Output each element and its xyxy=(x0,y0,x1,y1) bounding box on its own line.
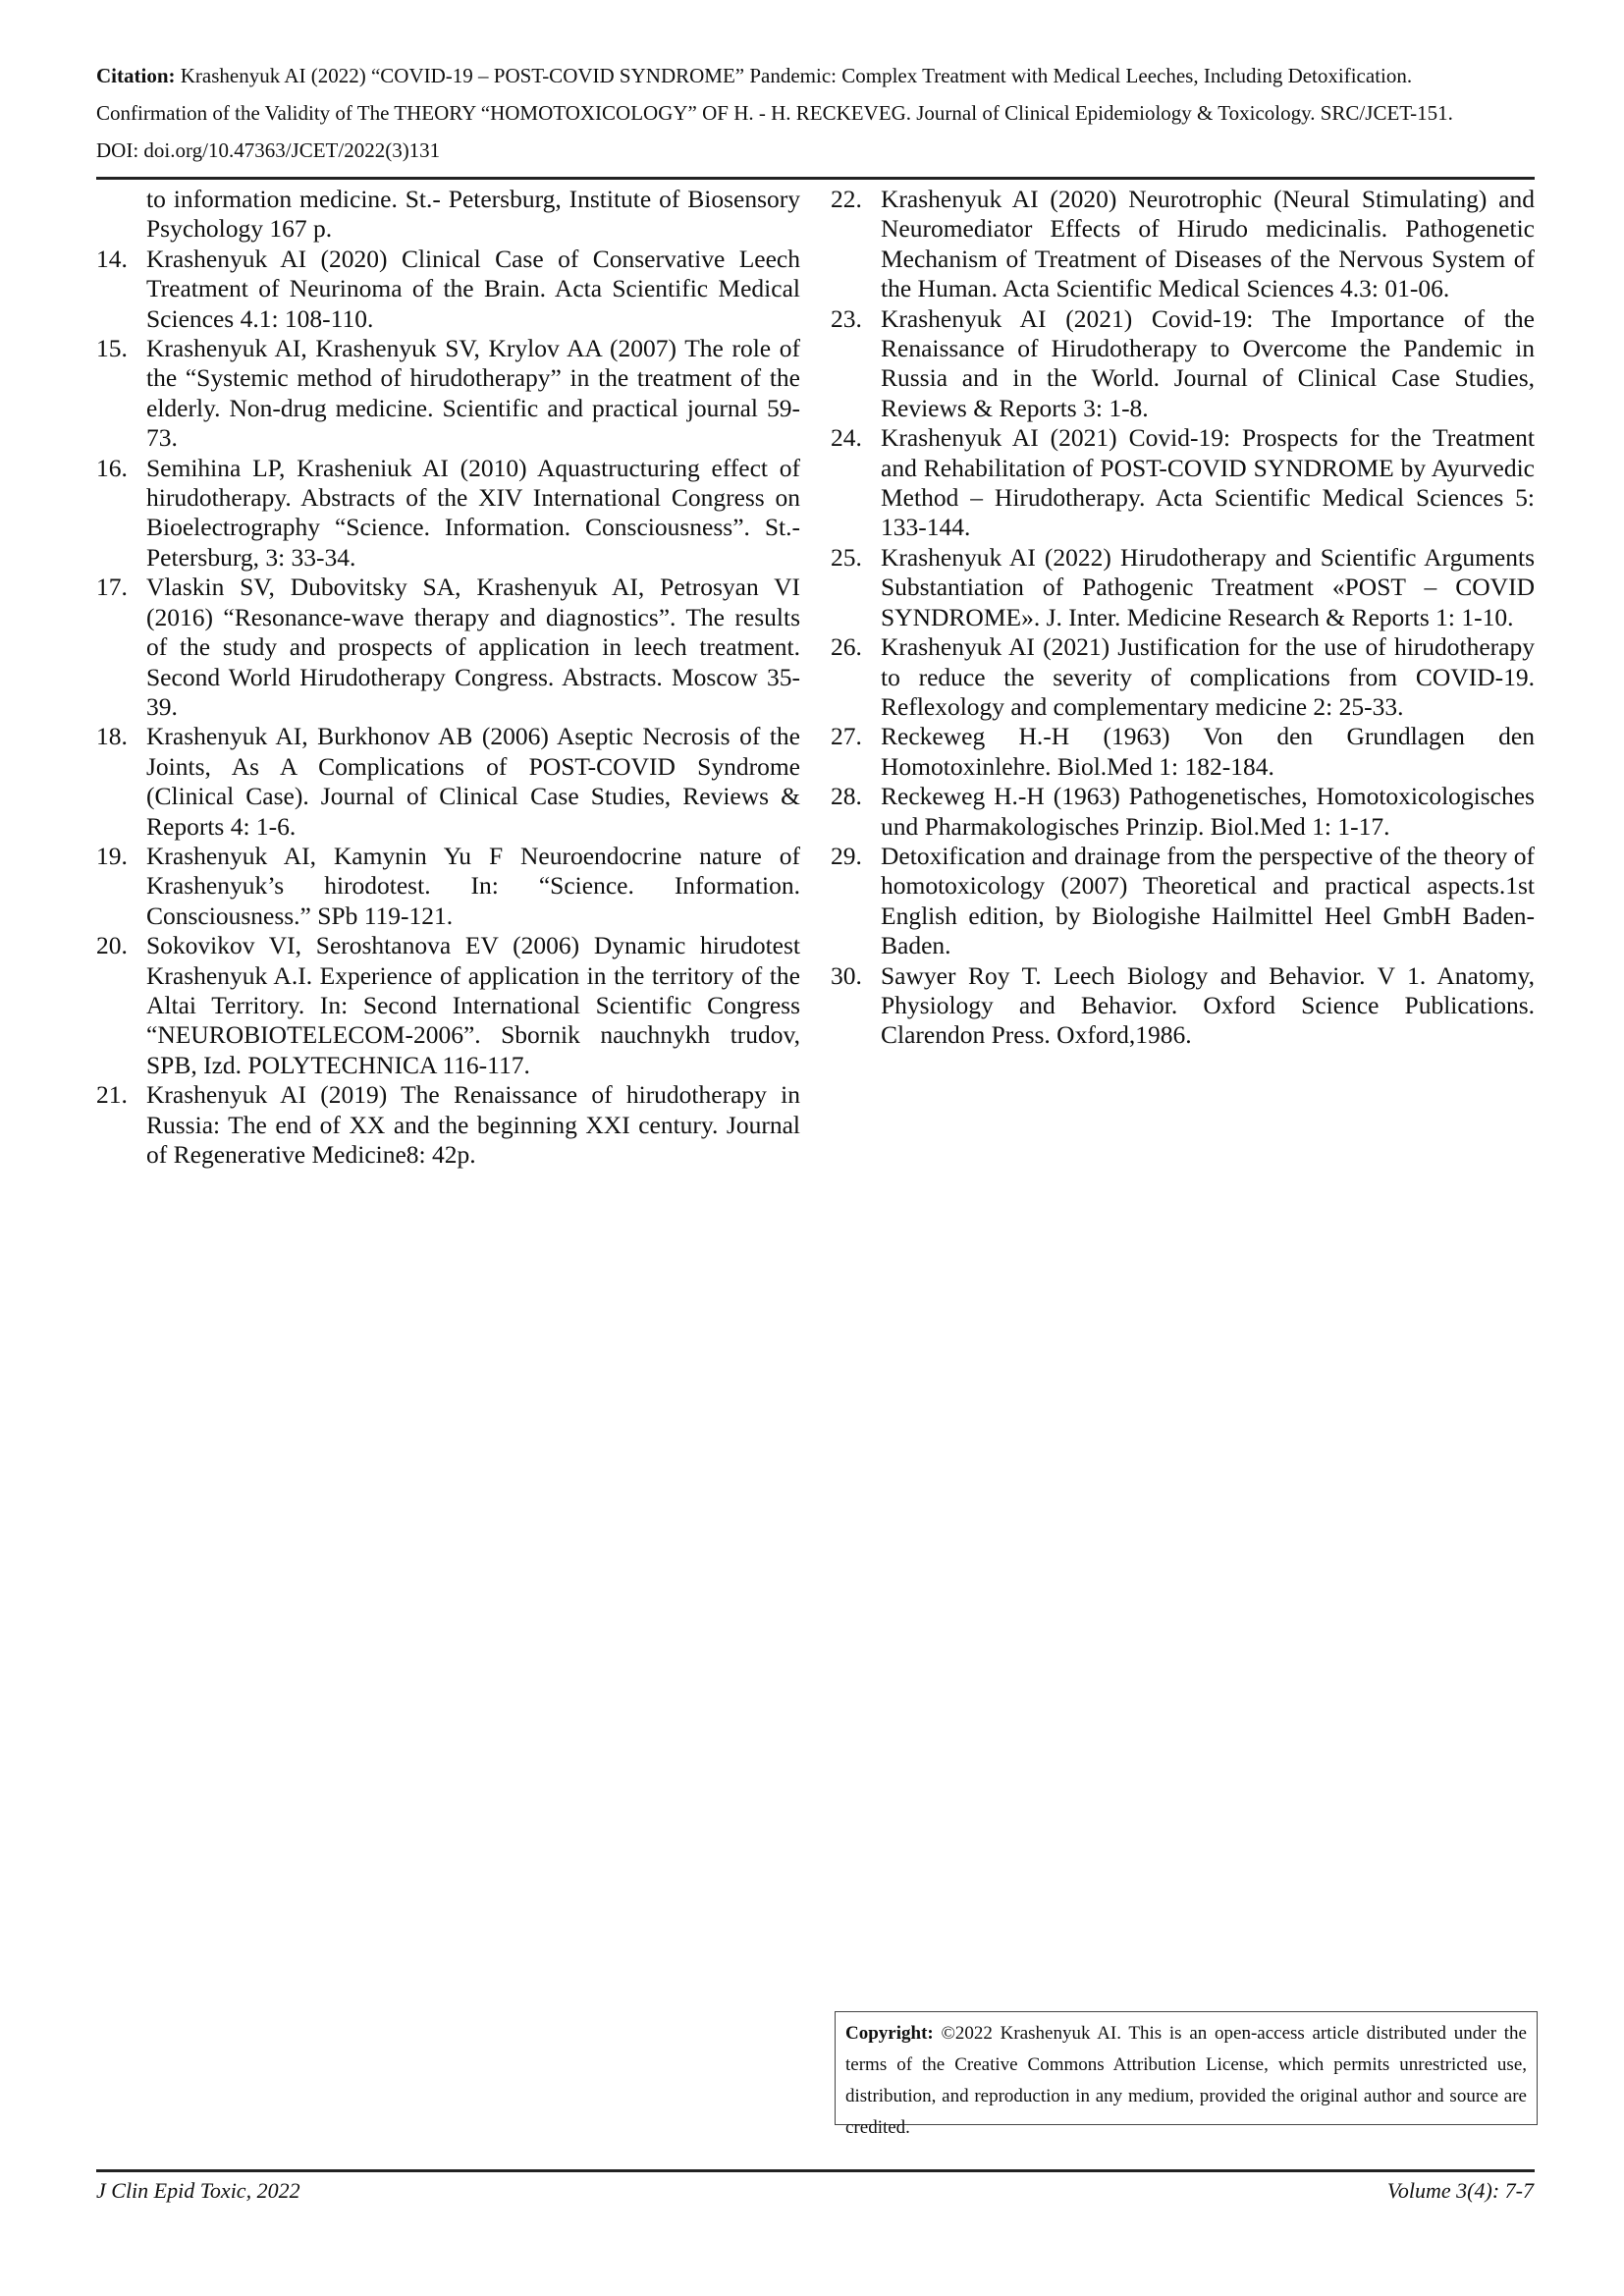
reference-item xyxy=(831,961,1535,1051)
reference-number: 28. xyxy=(831,782,862,811)
reference-item xyxy=(96,1080,800,1170)
reference-text: Krashenyuk AI, Krashenyuk SV, Krylov AA (2007) The role of the “Systemic method of hirudotherapy” in the treatment of the elderly. Non-drug medicine. Scientific and practical journal 59-73. xyxy=(146,334,800,453)
copyright-text: ©2022 Krashenyuk AI. This is an open-access article distributed under the terms of the Creative Commons Attribution License, which permits unrestricted use, distribution, and reproduction in any medium, provided the original author and source are credited. xyxy=(845,2023,1527,2138)
reference-item xyxy=(831,423,1535,543)
reference-text: Krashenyuk AI (2021) Justification for the use of hirudotherapy to reduce the severity of complications from COVID-19. Reflexology and complementary medicine 2: 25-33. xyxy=(881,632,1535,721)
reference-number: 16. xyxy=(96,453,128,482)
reference-number: 20. xyxy=(96,931,128,960)
reference-item xyxy=(831,782,1535,842)
citation-block xyxy=(96,57,1540,169)
reference-number: 19. xyxy=(96,841,128,870)
reference-number: 29. xyxy=(831,841,862,870)
reference-item xyxy=(96,842,800,931)
reference-text: to information medicine. St.- Petersburg, Institute of Biosensory Psychology 167 p. xyxy=(146,185,800,244)
reference-item xyxy=(831,304,1535,424)
reference-number: 17. xyxy=(96,573,128,602)
reference-text: Reckeweg H.-H (1963) Pathogenetisches, Homotoxicologisches und Pharmakologisches Prinzip. Biol.Med 1: 1-17. xyxy=(881,782,1535,841)
reference-text: Detoxification and drainage from the perspective of the theory of homotoxicology (2007) Theoretical and practical aspects.1st English edition, by Biologishe Hailmittel Heel GmbH Baden-Baden. xyxy=(881,841,1535,960)
reference-text: Krashenyuk AI (2022) Hirudotherapy and Scientific Arguments Substantiation of Pathogenic Treatment «POST – COVID SYNDROME». J. Inter. Medicine Research & Reports 1: 1-10. xyxy=(881,542,1535,631)
reference-item xyxy=(96,245,800,334)
reference-text: Semihina LP, Krasheniuk AI (2010) Aquastructuring effect of hirudotherapy. Abstracts of the XIV International Congress on Bioelectrography “Science. Information. Consciousness”. St.- Petersburg, 3: 33-34. xyxy=(146,453,800,572)
reference-item xyxy=(831,543,1535,632)
reference-item xyxy=(831,185,1535,304)
reference-text: Reckeweg H.-H (1963) Von den Grundlagen den Homotoxinlehre. Biol.Med 1: 182-184. xyxy=(881,722,1535,781)
reference-text: Krashenyuk AI (2021) Covid-19: The Importance of the Renaissance of Hirudotherapy to Overcome the Pandemic in Russia and in the World. Journal of Clinical Case Studies, Reviews & Reports 3: 1-8. xyxy=(881,303,1535,422)
header-divider xyxy=(96,177,1535,180)
reference-item xyxy=(96,573,800,722)
reference-text: Krashenyuk AI (2020) Clinical Case of Conservative Leech Treatment of Neurinoma of the Brain. Acta Scientific Medical Sciences 4.1: 108-110. xyxy=(146,244,800,333)
citation-line-2: Confirmation of the Validity of The THEORY “HOMOTOXICOLOGY” OF H. - H. RECKEVEG. Journal of Clinical Epidemiology & Toxicology. SRC/JCET-151. xyxy=(96,101,1453,125)
reference-number: 15. xyxy=(96,334,128,363)
references-left-column xyxy=(96,185,800,1170)
reference-text: Sokovikov VI, Seroshtanova EV (2006) Dynamic hirudotest Krashenyuk A.I. Experience of application in the territory of the Altai Territory. In: Second International Scientific Congress “NEUROBIOTELECOM-2006”. Sbornik nauchnykh trudov, SPB, Izd. POLYTECHNICA 116-117. xyxy=(146,931,800,1079)
footer-divider xyxy=(96,2169,1535,2172)
reference-text: Sawyer Roy T. Leech Biology and Behavior. V 1. Anatomy, Physiology and Behavior. Oxford Science Publications. Clarendon Press. Oxford,1986. xyxy=(881,960,1535,1050)
reference-number: 26. xyxy=(831,632,862,662)
references-right-column xyxy=(831,185,1535,1051)
reference-number: 27. xyxy=(831,722,862,751)
reference-item xyxy=(831,722,1535,782)
reference-text: Krashenyuk AI (2019) The Renaissance of hirudotherapy in Russia: The end of XX and the beginning XXI century. Journal of Regenerative Medicine8: 42p. xyxy=(146,1080,800,1169)
reference-item xyxy=(831,842,1535,961)
reference-text: Vlaskin SV, Dubovitsky SA, Krashenyuk AI, Petrosyan VI (2016) “Resonance-wave therapy and diagnostics”. The results of the study and prospects of application in leech treatment. Second World Hirudotherapy Congress. Abstracts. Moscow 35-39. xyxy=(146,573,800,721)
citation-line-1 xyxy=(96,57,1540,94)
reference-item xyxy=(96,334,800,454)
citation-doi: DOI: doi.org/10.47363/JCET/2022(3)131 xyxy=(96,138,441,162)
footer-volume: Volume 3(4): 7-7 xyxy=(1386,2178,1534,2203)
reference-text: Krashenyuk AI, Kamynin Yu F Neuroendocrine nature of Krashenyuk’s hirodotest. In: “Science. Information. Consciousness.” SPb 119-121. xyxy=(146,841,800,930)
reference-number: 23. xyxy=(831,303,862,333)
reference-item xyxy=(96,931,800,1080)
reference-number: 14. xyxy=(96,244,128,273)
reference-number: 18. xyxy=(96,722,128,751)
reference-number: 21. xyxy=(96,1080,128,1110)
reference-item xyxy=(96,185,800,245)
reference-text: Krashenyuk AI (2020) Neurotrophic (Neural Stimulating) and Neuromediator Effects of Hirudo medicinalis. Pathogenetic Mechanism of Treatment of Diseases of the Nervous System of the Human. Acta Scientific Medical Sciences 4.3: 01-06. xyxy=(881,185,1535,303)
reference-number: 30. xyxy=(831,960,862,990)
copyright-box xyxy=(835,2011,1538,2138)
reference-item xyxy=(831,632,1535,722)
reference-number: 24. xyxy=(831,423,862,453)
copyright-label: Copyright: xyxy=(845,2023,934,2044)
footer-journal: J Clin Epid Toxic, 2022 xyxy=(96,2178,300,2203)
citation-text: Krashenyuk AI (2022) “COVID-19 – POST-COVID SYNDROME” Pandemic: Complex Treatment with Medical Leeches, Including Detoxification. xyxy=(180,64,1413,87)
reference-text: Krashenyuk AI, Burkhonov AB (2006) Aseptic Necrosis of the Joints, As A Complications of POST-COVID Syndrome (Clinical Case). Journal of Clinical Case Studies, Reviews & Reports 4: 1-6. xyxy=(146,722,800,841)
reference-item xyxy=(96,722,800,842)
reference-item xyxy=(96,454,800,574)
reference-number: 22. xyxy=(831,185,862,213)
reference-text: Krashenyuk AI (2021) Covid-19: Prospects for the Treatment and Rehabilitation of POST-COVID SYNDROME by Ayurvedic Method – Hirudotherapy. Acta Scientific Medical Sciences 5: 133-144. xyxy=(881,423,1535,542)
reference-number: 25. xyxy=(831,542,862,572)
citation-label: Citation: xyxy=(96,64,176,87)
